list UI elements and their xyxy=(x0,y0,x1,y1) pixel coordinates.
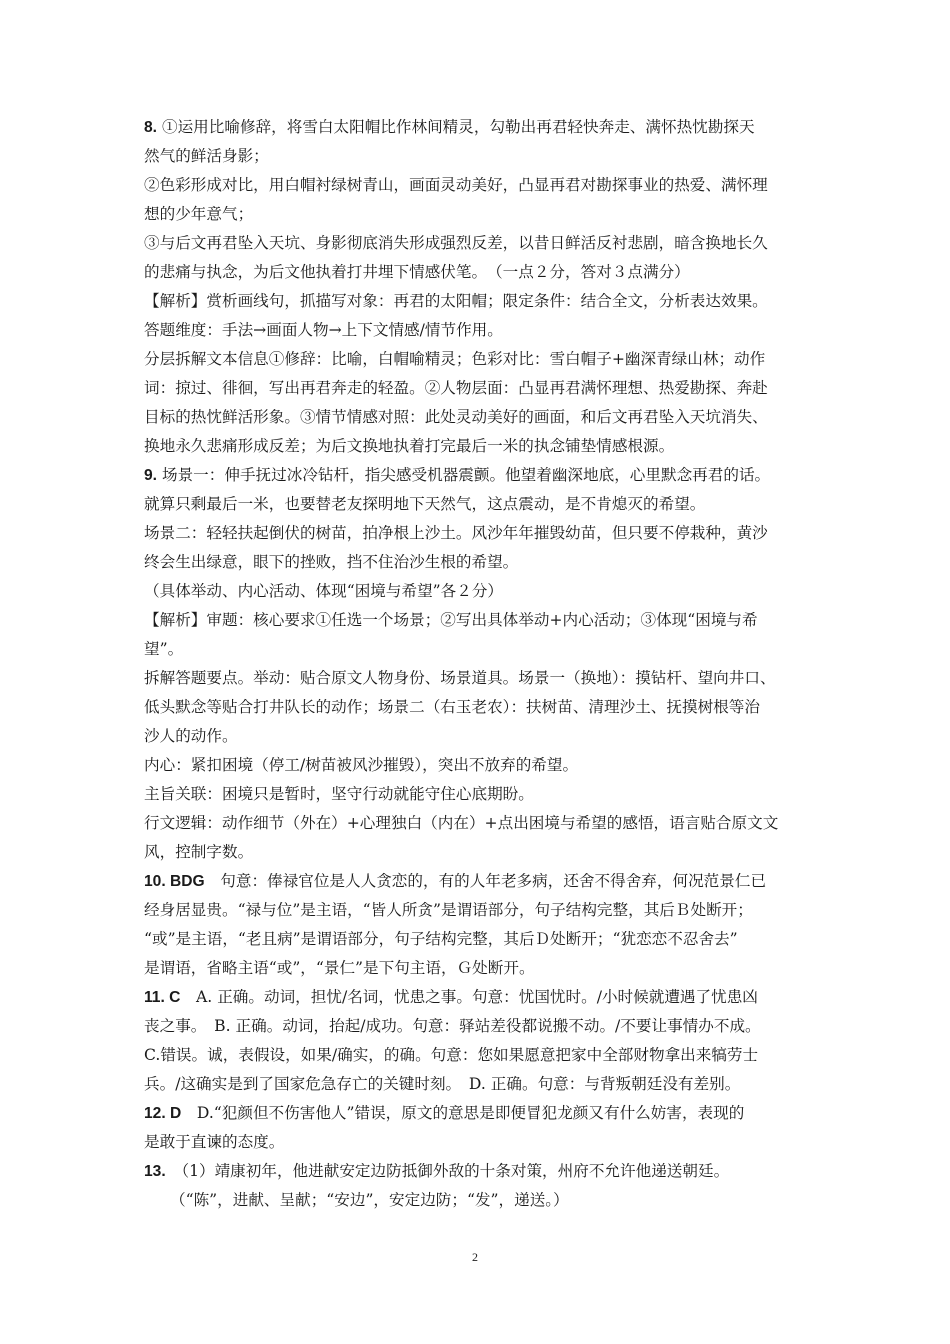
text-line xyxy=(144,664,812,693)
text-line xyxy=(144,1128,812,1157)
line-text: 是敢于直谏的态度。 xyxy=(144,1133,285,1151)
text-line xyxy=(144,838,812,867)
text-line xyxy=(144,113,812,142)
line-text: 是谓语，省略主语“或”，“景仁”是下句主语，Ｇ处断开。 xyxy=(144,959,535,977)
text-line xyxy=(144,490,812,519)
text-line xyxy=(144,809,812,838)
line-text: 的悲痛与执念，为后文他执着打井埋下情感伏笔。 （一点２分，答对３点满分） xyxy=(144,263,690,281)
line-text: 【解析】赏析画线句，抓描写对象：再君的太阳帽；限定条件：结合全文，分析表达效果。 xyxy=(144,292,768,310)
text-line xyxy=(144,606,812,635)
line-text: 词：掠过、徘徊，写出再君奔走的轻盈。②人物层面：凸显再君满怀理想、热爱勘探、奔赴 xyxy=(144,379,768,397)
text-line xyxy=(144,1186,812,1215)
text-line xyxy=(144,345,812,374)
line-text: 场景一：伸手抚过冰冷钻杆，指尖感受机器震颤。他望着幽深地底，心里默念再君的话。 xyxy=(157,466,771,484)
line-text: 换地永久悲痛形成反差；为后文换地执着打完最后一米的执念铺垫情感根源。 xyxy=(144,437,675,455)
text-line xyxy=(144,287,812,316)
text-line xyxy=(144,142,812,171)
text-line xyxy=(144,461,812,490)
text-line xyxy=(144,1099,812,1128)
text-line xyxy=(144,925,812,954)
line-text: 想的少年意气； xyxy=(144,205,254,223)
line-text: 沙人的动作。 xyxy=(144,727,238,745)
text-line xyxy=(144,780,812,809)
line-text: 丧之事。 B. 正确。动词，抬起/成功。句意：驿站差役都说搬不动。/不要让事情办不成。 xyxy=(144,1017,761,1035)
question-number: 10. BDG xyxy=(144,873,205,890)
line-text: 句意：俸禄官位是人人贪恋的，有的人年老多病，还舍不得舍弃，何况范景仁已 xyxy=(204,872,767,890)
line-text: 兵。/这确实是到了国家危急存亡的关键时刻。 D. 正确。句意：与背叛朝廷没有差别。 xyxy=(144,1075,741,1093)
text-line xyxy=(144,577,812,606)
text-line xyxy=(144,954,812,983)
line-text: （“陈”，进献、呈献；“安边”，安定边防；“发”，递送。） xyxy=(170,1191,569,1209)
text-line xyxy=(144,635,812,664)
text-line xyxy=(144,896,812,925)
line-text: （具体举动、内心活动、体现“困境与希望”各２分） xyxy=(144,582,504,600)
document-body xyxy=(144,113,812,1215)
text-line xyxy=(144,1070,812,1099)
page-number: 2 xyxy=(472,1250,478,1264)
line-text: ③与后文再君坠入天坑、身影彻底消失形成强烈反差，以昔日鲜活反衬悲剧，暗含换地长久 xyxy=(144,234,768,252)
line-text: 拆解答题要点。举动：贴合原文人物身份、场景道具。场景一（换地）：摸钻杆、望向井口、 xyxy=(144,669,776,687)
line-text: 经身居显贵。“禄与位”是主语，“皆人所贪”是谓语部分，句子结构完整，其后Ｂ处断开； xyxy=(144,901,753,919)
line-text: A. 正确。动词，担忧/名词，忧患之事。句意：忧国忧时。/小时候就遭遇了忧患凶 xyxy=(180,988,758,1006)
line-text: 内心：紧扣困境（停工/树苗被风沙摧毁），突出不放弃的希望。 xyxy=(144,756,579,774)
text-line xyxy=(144,519,812,548)
text-line xyxy=(144,751,812,780)
text-line xyxy=(144,258,812,287)
text-line xyxy=(144,693,812,722)
text-line xyxy=(144,403,812,432)
line-text: 【解析】审题：核心要求①任选一个场景；②写出具体举动+内心活动；③体现“困境与希 xyxy=(144,611,758,629)
text-line xyxy=(144,1041,812,1070)
line-text: 答题维度：手法→画面人物→上下文情感/情节作用。 xyxy=(144,321,503,339)
line-text: C.错误。诚，表假设，如果/确实，的确。句意：您如果愿意把家中全部财物拿出来犒劳士 xyxy=(144,1046,759,1064)
question-number: 13. xyxy=(144,1163,166,1180)
line-text: 终会生出绿意，眼下的挫败，挡不住治沙生根的希望。 xyxy=(144,553,519,571)
line-text: ①运用比喻修辞，将雪白太阳帽比作林间精灵，勾勒出再君轻快奔走、满怀热忱勘探天 xyxy=(157,118,755,136)
line-text: 风，控制字数。 xyxy=(144,843,254,861)
text-line xyxy=(144,200,812,229)
line-text: 低头默念等贴合打井队长的动作；场景二（右玉老农）：扶树苗、清理沙土、抚摸树根等治 xyxy=(144,698,760,716)
line-text: （1）靖康初年，他进献安定边防抵御外敌的十条对策，州府不允许他递送朝廷。 xyxy=(165,1162,730,1180)
text-line xyxy=(144,432,812,461)
line-text: 分层拆解文本信息①修辞：比喻，白帽喻精灵；色彩对比：雪白帽子+幽深青绿山林；动作 xyxy=(144,350,766,368)
line-text: 场景二：轻轻扶起倒伏的树苗，拍净根上沙土。风沙年年摧毁幼苗，但只要不停栽种，黄沙 xyxy=(144,524,768,542)
line-text: D.“犯颜但不伤害他人”错误，原文的意思是即便冒犯龙颜又有什么妨害，表现的 xyxy=(181,1104,745,1122)
text-line xyxy=(144,983,812,1012)
text-line xyxy=(144,1012,812,1041)
line-text: 就算只剩最后一米，也要替老友探明地下天然气，这点震动，是不肯熄灭的希望。 xyxy=(144,495,706,513)
question-number: 8. xyxy=(144,119,158,136)
text-line xyxy=(144,548,812,577)
question-number: 12. D xyxy=(144,1105,182,1122)
text-line xyxy=(144,229,812,258)
text-line xyxy=(144,171,812,200)
text-line xyxy=(144,1157,812,1186)
line-text: ②色彩形成对比，用白帽衬绿树青山，画面灵动美好，凸显再君对勘探事业的热爱、满怀理 xyxy=(144,176,768,194)
question-number: 9. xyxy=(144,467,158,484)
line-text: 主旨关联：困境只是暂时，坚守行动就能守住心底期盼。 xyxy=(144,785,534,803)
line-text: 目标的热忱鲜活形象。③情节情感对照：此处灵动美好的画面，和后文再君坠入天坑消失、 xyxy=(144,408,768,426)
question-number: 11. C xyxy=(144,989,181,1006)
line-text: 然气的鲜活身影； xyxy=(144,147,269,165)
text-line xyxy=(144,316,812,345)
text-line xyxy=(144,722,812,751)
text-line xyxy=(144,374,812,403)
line-text: 望”。 xyxy=(144,640,184,658)
line-text: 行文逻辑：动作细节（外在）+心理独白（内在）+点出困境与希望的感悟，语言贴合原文文 xyxy=(144,814,779,832)
text-line xyxy=(144,867,812,896)
line-text: “或”是主语，“老且病”是谓语部分，句子结构完整，其后Ｄ处断开；“犹恋恋不忍舍去” xyxy=(144,930,738,948)
